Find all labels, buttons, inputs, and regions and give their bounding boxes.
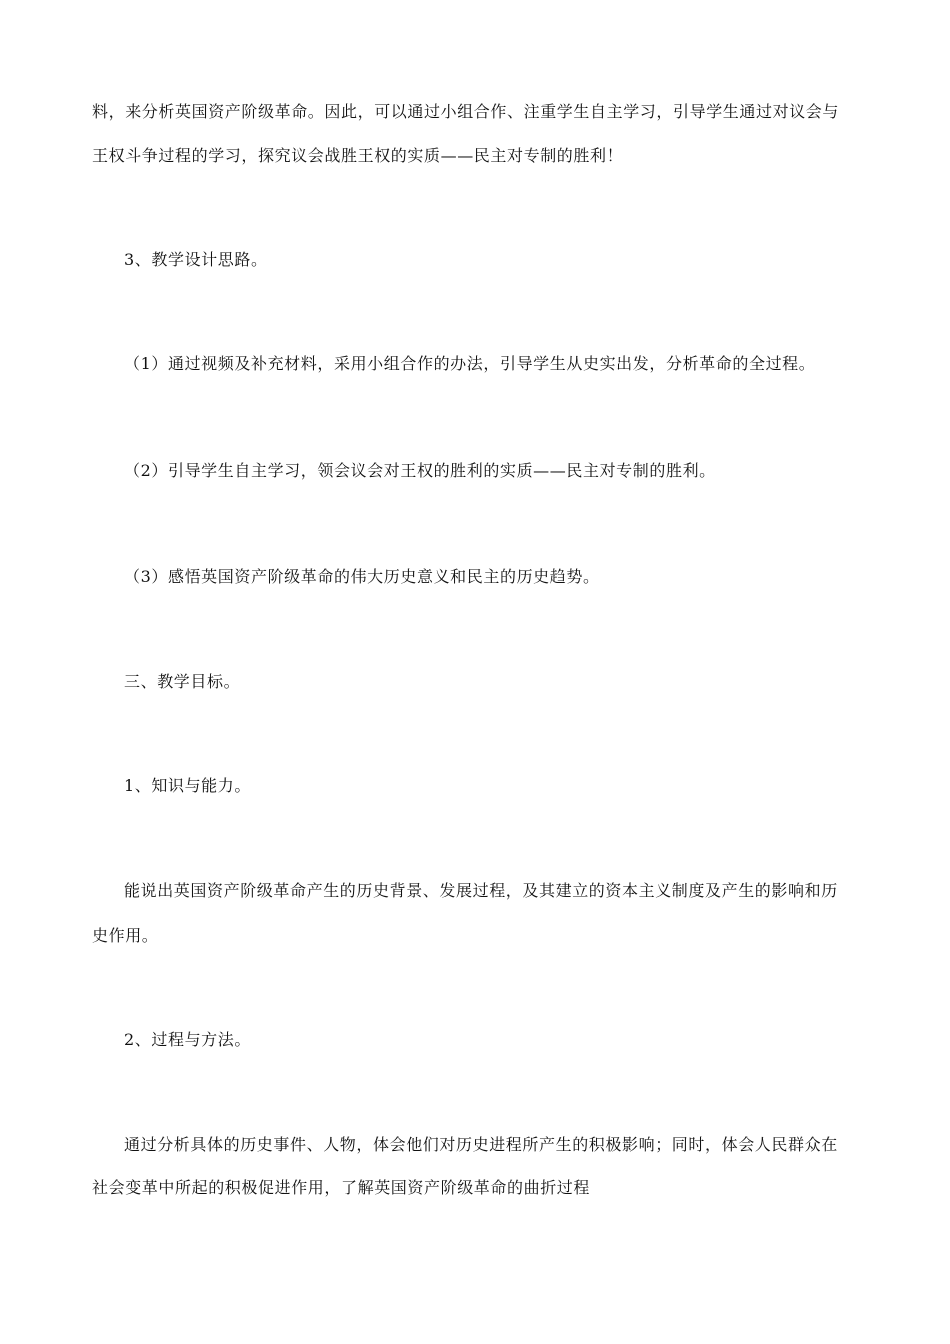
paragraph-line: 王权斗争过程的学习，探究议会战胜王权的实质——民主对专制的胜利！ bbox=[92, 146, 624, 165]
paragraph-line: 通过分析具体的历史事件、人物，体会他们对历史进程所产生的积极影响；同时，体会人民群众在 bbox=[124, 1135, 838, 1154]
list-item: （3）感悟英国资产阶级革命的伟大历史意义和民主的历史趋势。 bbox=[124, 567, 600, 586]
subsection-heading: 1、知识与能力。 bbox=[124, 776, 251, 795]
subsection-heading: 2、过程与方法。 bbox=[124, 1030, 251, 1049]
section-heading: 三、教学目标。 bbox=[124, 672, 241, 691]
paragraph-line: 社会变革中所起的积极促进作用，了解英国资产阶级革命的曲折过程 bbox=[92, 1178, 591, 1197]
paragraph-line: 史作用。 bbox=[92, 926, 159, 945]
list-item: （1）通过视频及补充材料，采用小组合作的办法，引导学生从史实出发，分析革命的全过程。 bbox=[124, 354, 816, 373]
paragraph-line: 料，来分析英国资产阶级革命。因此，可以通过小组合作、注重学生自主学习，引导学生通过对议会与 bbox=[92, 102, 840, 121]
paragraph-line: 能说出英国资产阶级革命产生的历史背景、发展过程，及其建立的资本主义制度及产生的影响和历 bbox=[124, 881, 838, 900]
list-item: （2）引导学生自主学习，领会议会对王权的胜利的实质——民主对专制的胜利。 bbox=[124, 461, 716, 480]
section-heading: 3、教学设计思路。 bbox=[124, 250, 268, 269]
